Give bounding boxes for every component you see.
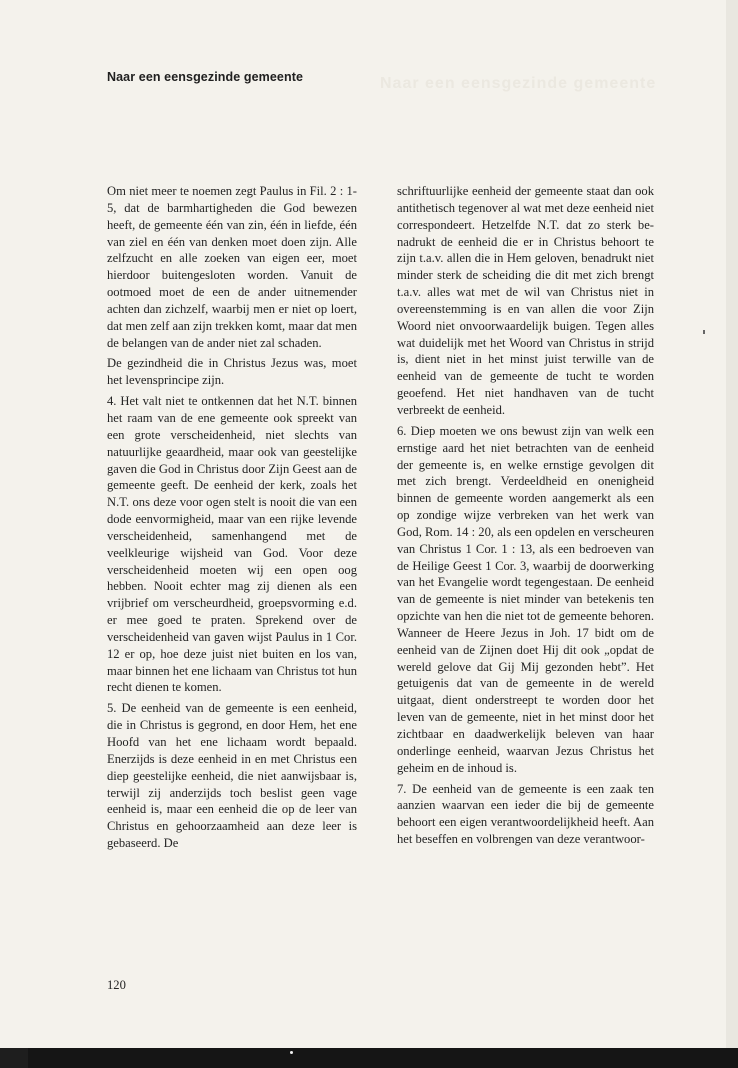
scan-border <box>28 1048 738 1068</box>
paragraph-left-1: Om niet meer te noemen zegt Paulus in Fil. 2 : 1-5, dat de barmhartigheden die God bewezen heeft, de gemeente één van zin, één in liefde, één van ziel en één van denken moet doen zijn. Alle zelfzucht en alle zoeken van eigen eer, moet hierdoor buitengesloten worden. Vanuit de ootmoed moet de een de ander uitnemender achten dan zichzelf, waarbij men er niet op loert, dat men zelf aan zijn trekken komt, maar dat men de belangen van de ander niet zal schaden. <box>107 184 357 350</box>
paragraph-left-2: De gezindheid die in Christus Jezus was, moet het levensprincipe zijn. <box>107 356 357 388</box>
paragraph-left-3: 4. Het valt niet te ontkennen dat het N.T. binnen het raam van de ene gemeente ook spreekt van een grote verscheidenheid, niet slechts van natuurlijke geaardheid, maar ook van geestelijke gaven die God in Christus door Zijn Geest aan de gemeente geeft. De eenheid der kerk, zoals het N.T. ons deze voor ogen stelt is nooit die van een dode eenvormigheid, maar van een rijke levende verscheidenheid, samenhangend met de veelkleurige wijsheid van God. Voor deze verscheidenheid moeten wij een open oog hebben. Nooit echter mag zij dienen als een vrijbrief om verscheurdheid, groepsvorming e.d. er mee goed te praten. Sprekend over de verscheidenheid van gaven wijst Paulus in 1 Cor. 12 er op, hoe deze juist niet buiten en los van, maar binnen het ene lichaam van Christus tot hun recht dienen te komen. <box>107 394 357 695</box>
paragraph-right-2: 6. Diep moeten we ons bewust zijn van welk een ernstige aard het niet betrachten van de eenheid der gemeente is, en welke ernstige gevolgen dit met zich brengt. Verdeeldheid en onenigheid binnen de gemeente worden aangemerkt als een op zondige wijze verbreken van het werk van God, Rom. 14 : 20, als een opdelen en verscheuren van Christus 1 Cor. 1 : 13, als een bedroeven van de Heilige Geest 1 Cor. 3, waarbij de doorwerking van het Evangelie wordt tegengestaan. De eenheid van de gemeente is niet minder van betekenis ten opzichte van hen die niet tot de gemeente behoren. Wanneer de Heere Jezus in Joh. 17 bidt om de eenheid van de Zijnen doet Hij dit ook „opdat de wereld gelove dat Gij Mij gezonden hebt”. Het getuigenis dat van de gemeente in de wereld uitgaat, dient onderstreept te worden door het leven van de gemeente, niet in het minst door het zichtbaar en daadwerkelijk beleven van haar onderlinge eenheid, waarvan Jezus Christus het geheim en de inhoud is. <box>397 423 654 775</box>
paragraph-right-1: schriftuurlijke eenheid der gemeente staat dan ook antithetisch tegenover al wat met deze eenheid niet correspondeert. Hetzelfde N.T. dat zo sterk benadrukt de eenheid die er in Christus behoort te zijn t.a.v. allen die in Hem geloven, benadrukt niet minder sterk de scheiding die dit met zich brengt t.a.v. alles wat met de wil van Christus niet in overeenstemming is en van allen die voor Zijn Woord niet onvoorwaardelijk buigen. Tegen alles wat duidelijk met het Woord van Christus in strijd is, dient niet in het minst juist terwille van de eenheid van de gemeente de tucht te worden geoefend. Het niet handhaven van de tucht verbreekt de eenheid. <box>397 184 655 417</box>
left-column <box>107 183 357 856</box>
scan-dot <box>290 1051 293 1054</box>
running-head: Naar een eensgezinde gemeente <box>107 70 304 84</box>
paragraph-right-3: 7. De eenheid van de gemeente is een zaak ten aanzien waarvan een ieder die bij de gemeente behoort een eigen verantwoordelijkheid heeft. Aan het beseffen en volbrengen van deze verantwoor- <box>397 781 654 847</box>
show-through-header: Naar een eensgezinde gemeente <box>380 75 657 92</box>
paragraph-left-4: 5. De eenheid van de gemeente is een eenheid, die in Christus is gegrond, en door Hem, het ene Hoofd van het ene lichaam wordt bepaald. Enerzijds is deze eenheid in en met Christus een diep geestelijke eenheid, die niet aanwijsbaar is, terwijl zij anderzijds toch beslist geen vage eenheid is, maar een eenheid die op de leer van Christus en gehoorzaamheid aan deze leer is gebaseerd. De <box>107 701 357 851</box>
margin-mark <box>703 330 705 334</box>
right-column <box>397 183 654 852</box>
page-number: 120 <box>107 978 126 992</box>
next-page-edge <box>726 0 738 1048</box>
